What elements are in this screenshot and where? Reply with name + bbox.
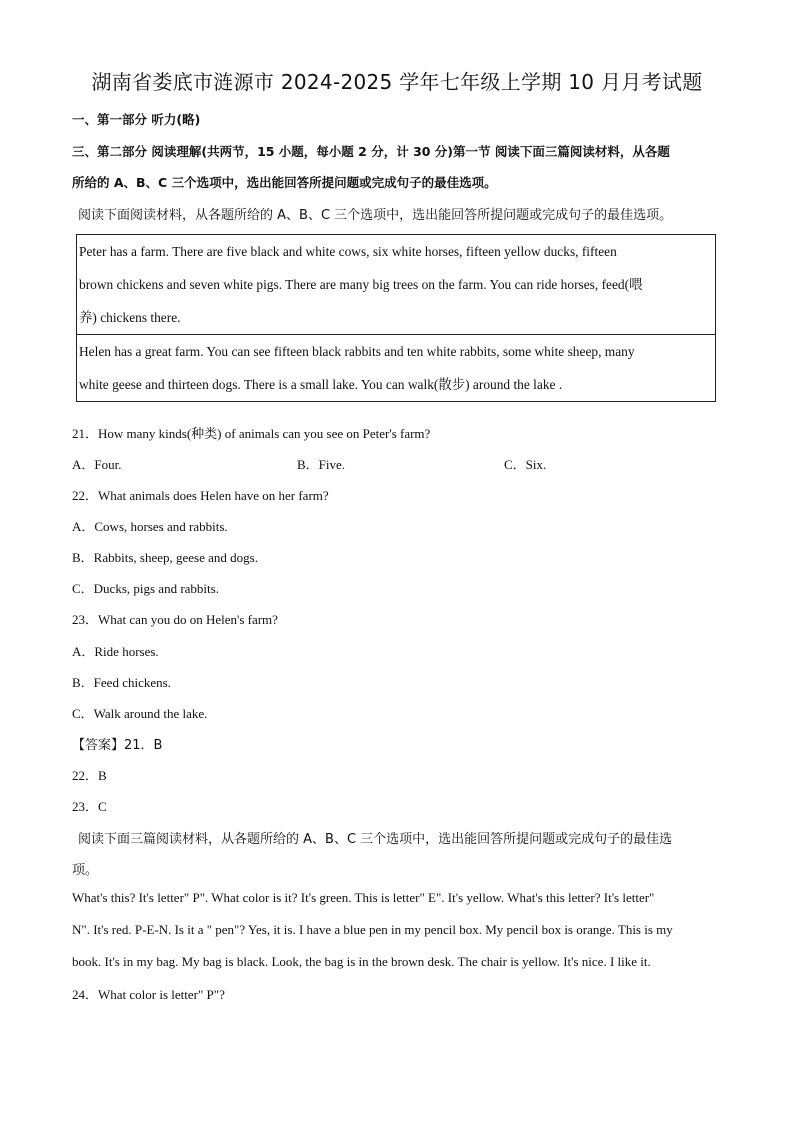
question-22-option-a: A．Cows, horses and rabbits.: [72, 519, 228, 534]
question-23-stem: 23．What can you do on Helen's farm?: [72, 612, 278, 627]
question-21-stem: 21．How many kinds(种类) of animals can you see on Peter's farm?: [72, 426, 431, 441]
instruction-2-line2: 项。: [72, 863, 99, 878]
instruction-1: 阅读下面阅读材料，从各题所给的 A、B、C 三个选项中，选出能回答所提问题或完成句子的最佳选项。: [78, 208, 673, 223]
instruction-2-line1: 阅读下面三篇阅读材料，从各题所给的 A、B、C 三个选项中，选出能回答所提问题或完成句子的最佳选: [78, 832, 673, 847]
answer-21: 【答案】21．B: [72, 738, 163, 753]
question-21-option-a: A．Four.: [72, 457, 122, 472]
question-23-option-b: B．Feed chickens.: [72, 675, 171, 690]
passage-line: white geese and thirteen dogs. There is a small lake. You can walk(散步) around the lake .: [79, 377, 563, 392]
question-22-option-b: B．Rabbits, sheep, geese and dogs.: [72, 550, 258, 565]
answer-22: 22．B: [72, 768, 107, 783]
passage-helen: [77, 334, 715, 401]
passage-2: [72, 882, 722, 978]
passage-line: 养) chickens there.: [79, 310, 181, 325]
section-reading-line2: 所给的 A、B、C 三个选项中，选出能回答所提问题或完成句子的最佳选项。: [72, 175, 497, 190]
passage-line: book. It's in my bag. My bag is black. Look, the bag is in the brown desk. The chair is yellow. It's nice. I like it.: [72, 954, 651, 969]
answer-23: 23．C: [72, 799, 107, 814]
section-reading-line1: 三、第二部分 阅读理解(共两节，15 小题，每小题 2 分，计 30 分)第一节 阅读下面三篇阅读材料，从各题: [72, 144, 670, 159]
passage-line: Peter has a farm. There are five black and white cows, six white horses, fifteen yellow ducks, fifteen: [79, 244, 617, 259]
passage-line: brown chickens and seven white pigs. There are many big trees on the farm. You can ride horses, feed(喂: [79, 277, 643, 292]
passage-line: Helen has a great farm. You can see fifteen black rabbits and ten white rabbits, some white sheep, many: [79, 344, 635, 359]
passage-table: [76, 234, 716, 402]
page-title: 湖南省娄底市涟源市 2024-2025 学年七年级上学期 10 月月考试题: [91, 70, 703, 94]
question-24-stem: 24．What color is letter" P"?: [72, 987, 225, 1002]
question-21-option-b: B．Five.: [297, 457, 346, 472]
passage-line: N". It's red. P-E-N. Is it a " pen"? Yes, it is. I have a blue pen in my pencil box. My pencil box is orange. This is my: [72, 922, 673, 937]
section-listening: 一、第一部分 听力(略): [72, 112, 201, 127]
question-21-option-c: C．Six.: [504, 457, 547, 472]
passage-peter: [77, 235, 715, 334]
question-23-option-c: C．Walk around the lake.: [72, 706, 208, 721]
question-22-option-c: C．Ducks, pigs and rabbits.: [72, 581, 219, 596]
passage-line: What's this? It's letter" P". What color is it? It's green. This is letter" E". It's yellow. What's this letter? It's letter": [72, 890, 655, 905]
question-22-stem: 22．What animals does Helen have on her farm?: [72, 488, 329, 503]
question-23-option-a: A．Ride horses.: [72, 644, 159, 659]
